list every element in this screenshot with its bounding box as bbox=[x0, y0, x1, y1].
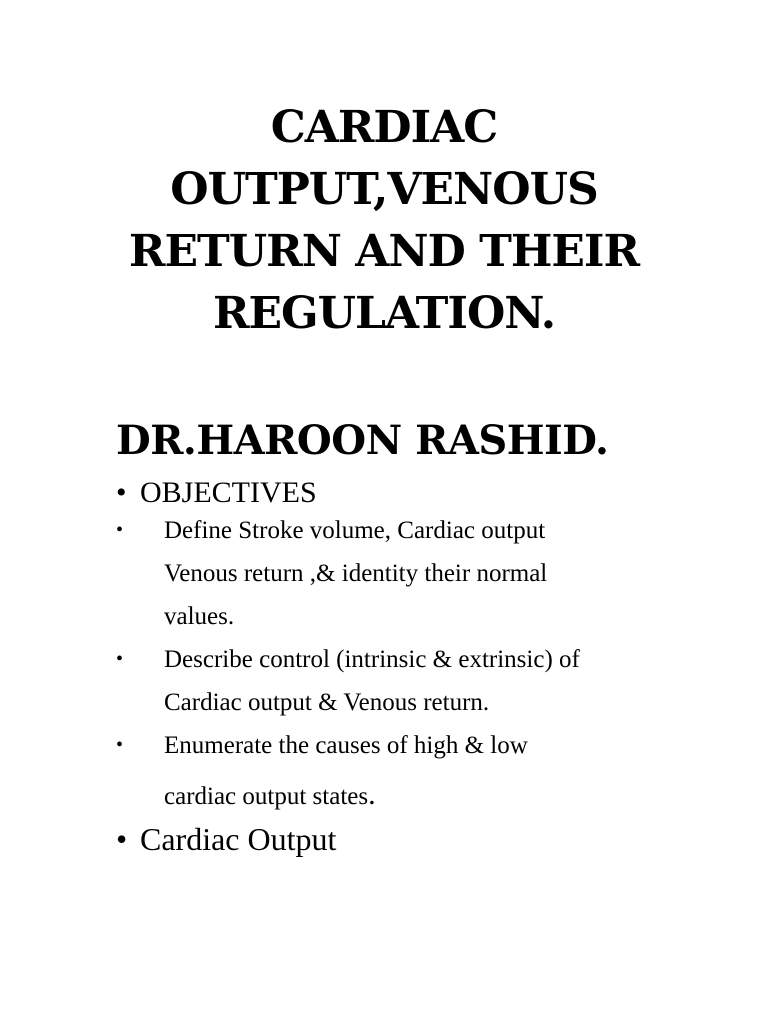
objective-line-group bbox=[164, 773, 528, 818]
bullet-icon: • bbox=[116, 821, 128, 857]
author-name: DR.HAROON RASHID. bbox=[116, 417, 609, 464]
objective-line: values. bbox=[164, 603, 235, 630]
section-heading bbox=[116, 820, 336, 858]
document-title bbox=[0, 97, 768, 345]
trailing-period: . bbox=[368, 778, 376, 811]
title-line: RETURN AND THEIR bbox=[128, 226, 640, 277]
objective-line: Define Stroke volume, Cardiac output bbox=[164, 517, 546, 544]
objectives-label: OBJECTIVES bbox=[140, 476, 317, 509]
objective-line: Venous return ,& identity their normal bbox=[164, 560, 548, 587]
bullet-icon: • bbox=[116, 519, 124, 541]
objective-line: Cardiac output & Venous return. bbox=[164, 689, 490, 716]
objective-line: Describe control (intrinsic & extrinsic) of bbox=[164, 646, 580, 673]
title-line: OUTPUT,VENOUS bbox=[170, 164, 598, 215]
bullet-icon: • bbox=[116, 476, 127, 509]
objectives-heading bbox=[116, 474, 317, 512]
title-line: CARDIAC bbox=[270, 102, 498, 153]
bullet-icon: • bbox=[116, 734, 124, 756]
objective-line: cardiac output states bbox=[164, 783, 369, 810]
section-heading-label: Cardiac Output bbox=[140, 821, 337, 857]
title-line: REGULATION. bbox=[212, 288, 556, 339]
objective-line: Enumerate the causes of high & low bbox=[164, 732, 528, 759]
bullet-icon: • bbox=[116, 648, 124, 670]
